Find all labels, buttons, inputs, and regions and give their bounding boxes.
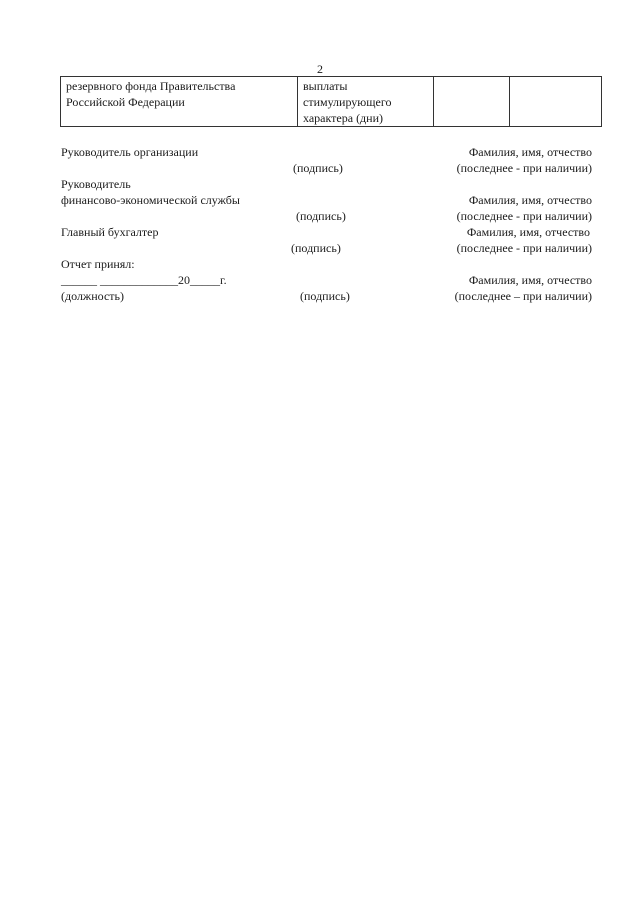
accepted-name-label: Фамилия, имя, отчество xyxy=(468,273,592,287)
finance-head-signature-label: (подпись) xyxy=(296,209,346,223)
table-cell-payments xyxy=(298,77,434,127)
chief-accountant-name-label: Фамилия, имя, отчество xyxy=(466,225,590,239)
finance-head-title-line2: финансово-экономической службы xyxy=(61,193,240,207)
head-signature-label: (подпись) xyxy=(293,161,343,175)
accepted-signature-label: (подпись) xyxy=(300,289,350,303)
accepted-date-line: ______ _____________20_____г. xyxy=(61,273,227,287)
cell-text-line: стимулирующего xyxy=(303,95,392,109)
chief-accountant-note: (последнее - при наличии) xyxy=(456,241,592,255)
cell-text-line: выплаты xyxy=(303,79,348,93)
chief-accountant-signature-label: (подпись) xyxy=(291,241,341,255)
table-cell-empty xyxy=(434,77,510,127)
finance-head-title-line1: Руководитель xyxy=(61,177,131,191)
table-cell-empty xyxy=(510,77,602,127)
table-row xyxy=(61,77,602,127)
accepted-note: (последнее – при наличии) xyxy=(454,289,592,303)
page-number: 2 xyxy=(317,62,323,76)
cell-text-line: характера (дни) xyxy=(303,111,384,125)
head-name-label: Фамилия, имя, отчество xyxy=(468,145,592,159)
table-cell-fund xyxy=(61,77,298,127)
finance-head-note: (последнее - при наличии) xyxy=(456,209,592,223)
head-note: (последнее - при наличии) xyxy=(456,161,592,175)
cell-text-line: резервного фонда Правительства xyxy=(66,79,236,93)
head-title: Руководитель организации xyxy=(61,145,199,159)
report-table xyxy=(60,76,602,127)
cell-text-line: Российской Федерации xyxy=(66,95,185,109)
accepted-title: Отчет принял: xyxy=(61,257,135,271)
finance-head-name-label: Фамилия, имя, отчество xyxy=(468,193,592,207)
chief-accountant-title: Главный бухгалтер xyxy=(61,225,159,239)
accepted-position-label: (должность) xyxy=(61,289,124,303)
